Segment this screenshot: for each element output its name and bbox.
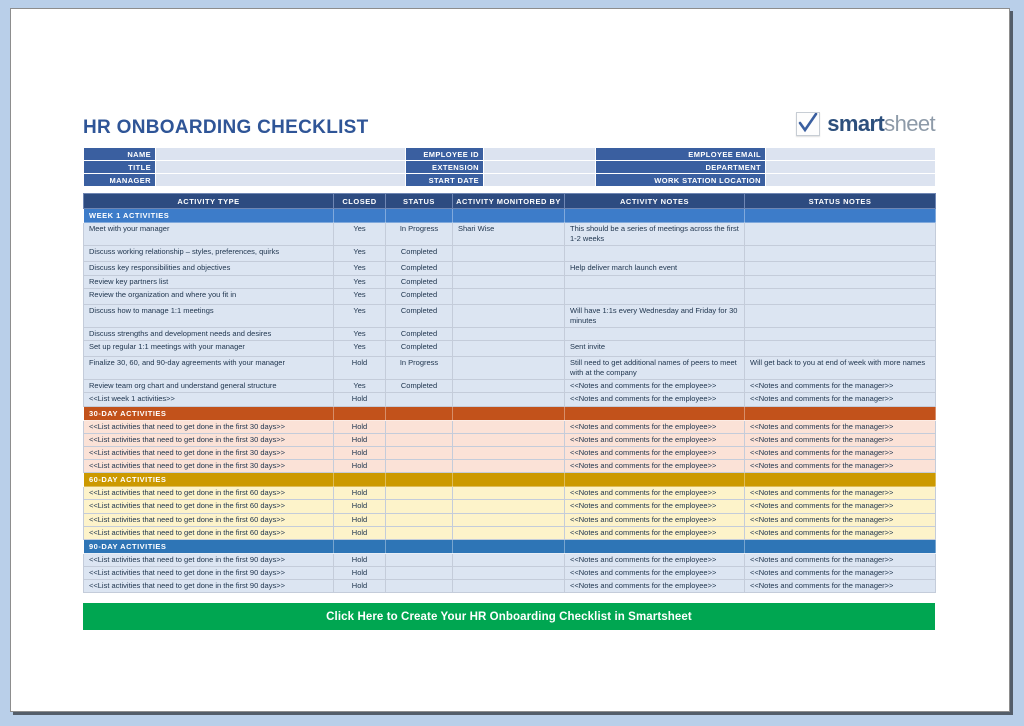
cell-activity-notes[interactable]: <<Notes and comments for the employee>>	[565, 460, 745, 473]
info-value-field[interactable]	[766, 174, 936, 187]
info-row	[84, 174, 936, 187]
table-row[interactable]	[84, 567, 936, 580]
section-header-row	[84, 473, 936, 487]
cell-monitored-by[interactable]	[453, 487, 565, 500]
section-title: 60-DAY ACTIVITIES	[84, 473, 334, 487]
cell-monitored-by[interactable]	[453, 460, 565, 473]
cell-activity-notes[interactable]: Sent invite	[565, 341, 745, 357]
column-header-monitored-by: ACTIVITY MONITORED BY	[453, 194, 565, 209]
info-value-field[interactable]	[156, 148, 406, 161]
section-header-spacer	[453, 406, 565, 420]
cell-activity-notes[interactable]: <<Notes and comments for the employee>>	[565, 500, 745, 513]
cell-status-notes[interactable]: <<Notes and comments for the manager>>	[745, 513, 936, 526]
cell-closed[interactable]: Hold	[334, 357, 386, 380]
cell-activity-notes[interactable]: <<Notes and comments for the employee>>	[565, 420, 745, 433]
cell-closed[interactable]: Hold	[334, 487, 386, 500]
cell-activity-notes[interactable]: <<Notes and comments for the employee>>	[565, 487, 745, 500]
cell-status[interactable]	[386, 580, 453, 593]
cell-activity-type[interactable]: <<List activities that need to get done in the first 60 days>>	[84, 500, 334, 513]
section-header-spacer	[745, 473, 936, 487]
cell-status[interactable]	[386, 553, 453, 566]
cell-status[interactable]	[386, 513, 453, 526]
table-row[interactable]	[84, 288, 936, 304]
cell-monitored-by[interactable]: Shari Wise	[453, 223, 565, 246]
section-title: 30-DAY ACTIVITIES	[84, 406, 334, 420]
cell-activity-type[interactable]: <<List activities that need to get done in the first 30 days>>	[84, 460, 334, 473]
section-header-spacer	[334, 209, 386, 223]
cell-status-notes[interactable]: <<Notes and comments for the manager>>	[745, 460, 936, 473]
title-bar	[83, 93, 935, 141]
cell-closed[interactable]: Yes	[334, 288, 386, 304]
cell-closed[interactable]: Yes	[334, 275, 386, 288]
cell-monitored-by[interactable]	[453, 420, 565, 433]
column-header-activity-notes: ACTIVITY NOTES	[565, 194, 745, 209]
cell-status[interactable]: Completed	[386, 275, 453, 288]
table-row[interactable]	[84, 304, 936, 327]
cell-activity-notes[interactable]: <<Notes and comments for the employee>>	[565, 513, 745, 526]
cell-status-notes[interactable]: <<Notes and comments for the manager>>	[745, 446, 936, 459]
cell-closed[interactable]: Yes	[334, 223, 386, 246]
cell-monitored-by[interactable]	[453, 357, 565, 380]
table-row[interactable]	[84, 580, 936, 593]
cell-monitored-by[interactable]	[453, 446, 565, 459]
checkmark-icon	[796, 112, 820, 136]
cell-status-notes[interactable]	[745, 275, 936, 288]
cell-activity-notes[interactable]	[565, 288, 745, 304]
cell-activity-type[interactable]: <<List activities that need to get done in the first 60 days>>	[84, 526, 334, 539]
cell-monitored-by[interactable]	[453, 246, 565, 262]
cell-status-notes[interactable]	[745, 327, 936, 340]
cell-closed[interactable]: Yes	[334, 246, 386, 262]
cell-closed[interactable]: Hold	[334, 460, 386, 473]
cell-status[interactable]	[386, 500, 453, 513]
section-header-spacer	[334, 473, 386, 487]
cell-status[interactable]	[386, 526, 453, 539]
cell-monitored-by[interactable]	[453, 262, 565, 275]
cell-monitored-by[interactable]	[453, 327, 565, 340]
cell-monitored-by[interactable]	[453, 275, 565, 288]
info-label: EMPLOYEE ID	[406, 148, 484, 161]
table-row[interactable]	[84, 357, 936, 380]
cell-activity-type[interactable]: <<List activities that need to get done in the first 90 days>>	[84, 553, 334, 566]
info-value-field[interactable]	[156, 161, 406, 174]
cell-activity-type[interactable]: Review key partners list	[84, 275, 334, 288]
info-label: WORK STATION LOCATION	[596, 174, 766, 187]
cell-status[interactable]: In Progress	[386, 357, 453, 380]
table-row[interactable]	[84, 553, 936, 566]
cell-monitored-by[interactable]	[453, 526, 565, 539]
employee-info-body	[84, 148, 936, 187]
cell-monitored-by[interactable]	[453, 553, 565, 566]
logo-word-sheet: sheet	[884, 111, 935, 136]
table-row[interactable]	[84, 275, 936, 288]
info-value-field[interactable]	[484, 174, 596, 187]
cell-status[interactable]: In Progress	[386, 223, 453, 246]
cell-closed[interactable]: Hold	[334, 446, 386, 459]
section-header-spacer	[565, 406, 745, 420]
info-label: MANAGER	[84, 174, 156, 187]
info-value-field[interactable]	[484, 161, 596, 174]
onboarding-checklist-table	[83, 193, 936, 593]
table-row[interactable]	[84, 341, 936, 357]
cell-activity-type[interactable]: Discuss strengths and development needs and desires	[84, 327, 334, 340]
table-row[interactable]	[84, 433, 936, 446]
cell-status-notes[interactable]	[745, 262, 936, 275]
cell-closed[interactable]: Hold	[334, 567, 386, 580]
cell-status[interactable]	[386, 420, 453, 433]
table-row[interactable]	[84, 513, 936, 526]
cell-status[interactable]: Completed	[386, 327, 453, 340]
cell-closed[interactable]: Yes	[334, 304, 386, 327]
cell-closed[interactable]: Yes	[334, 262, 386, 275]
cell-status[interactable]: Completed	[386, 288, 453, 304]
cell-monitored-by[interactable]	[453, 304, 565, 327]
section-title: 90-DAY ACTIVITIES	[84, 539, 334, 553]
column-header-closed: CLOSED	[334, 194, 386, 209]
table-header-row	[84, 194, 936, 209]
section-header-spacer	[334, 406, 386, 420]
table-row[interactable]	[84, 500, 936, 513]
info-label: DEPARTMENT	[596, 161, 766, 174]
column-header-status: STATUS	[386, 194, 453, 209]
smartsheet-logo	[796, 112, 935, 136]
section-header-spacer	[453, 539, 565, 553]
cell-status-notes[interactable]	[745, 341, 936, 357]
table-row[interactable]	[84, 262, 936, 275]
info-value-field[interactable]	[766, 148, 936, 161]
column-header-status-notes: STATUS NOTES	[745, 194, 936, 209]
cell-activity-type[interactable]: <<List week 1 activities>>	[84, 393, 334, 406]
cell-closed[interactable]: Hold	[334, 526, 386, 539]
cell-monitored-by[interactable]	[453, 513, 565, 526]
cell-status-notes[interactable]	[745, 304, 936, 327]
cell-monitored-by[interactable]	[453, 580, 565, 593]
cell-status-notes[interactable]: <<Notes and comments for the manager>>	[745, 526, 936, 539]
cell-activity-notes[interactable]: Still need to get additional names of peers to meet with at the company	[565, 357, 745, 380]
cell-status[interactable]	[386, 460, 453, 473]
cell-activity-notes[interactable]: <<Notes and comments for the employee>>	[565, 446, 745, 459]
section-header-spacer	[334, 539, 386, 553]
cell-monitored-by[interactable]	[453, 341, 565, 357]
cell-activity-notes[interactable]	[565, 275, 745, 288]
sheet-content	[83, 93, 935, 630]
cell-activity-notes[interactable]	[565, 246, 745, 262]
cell-activity-type[interactable]: Discuss key responsibilities and objectives	[84, 262, 334, 275]
section-header-spacer	[565, 473, 745, 487]
column-header-activity-type: ACTIVITY TYPE	[84, 194, 334, 209]
cell-activity-notes[interactable]: <<Notes and comments for the employee>>	[565, 580, 745, 593]
section-header-spacer	[745, 406, 936, 420]
cell-status[interactable]: Completed	[386, 262, 453, 275]
cell-closed[interactable]: Hold	[334, 513, 386, 526]
section-header-spacer	[745, 539, 936, 553]
info-label: TITLE	[84, 161, 156, 174]
cell-status-notes[interactable]	[745, 223, 936, 246]
cell-status[interactable]	[386, 446, 453, 459]
cell-monitored-by[interactable]	[453, 500, 565, 513]
section-title: WEEK 1 ACTIVITIES	[84, 209, 334, 223]
section-header-spacer	[745, 209, 936, 223]
cell-status[interactable]: Completed	[386, 341, 453, 357]
cell-activity-type[interactable]: Review the organization and where you fit in	[84, 288, 334, 304]
cell-status-notes[interactable]: Will get back to you at end of week with more names	[745, 357, 936, 380]
cell-activity-notes[interactable]: <<Notes and comments for the employee>>	[565, 380, 745, 393]
info-value-field[interactable]	[484, 148, 596, 161]
cell-activity-type[interactable]: <<List activities that need to get done in the first 60 days>>	[84, 487, 334, 500]
section-header-spacer	[453, 209, 565, 223]
section-header-row	[84, 209, 936, 223]
table-row[interactable]	[84, 420, 936, 433]
cell-activity-type[interactable]: Finalize 30, 60, and 90-day agreements with your manager	[84, 357, 334, 380]
table-row[interactable]	[84, 380, 936, 393]
section-header-spacer	[565, 209, 745, 223]
table-row[interactable]	[84, 460, 936, 473]
cell-status-notes[interactable]: <<Notes and comments for the manager>>	[745, 567, 936, 580]
cell-activity-type[interactable]: <<List activities that need to get done in the first 90 days>>	[84, 567, 334, 580]
cell-activity-notes[interactable]: Will have 1:1s every Wednesday and Friday for 30 minutes	[565, 304, 745, 327]
cell-activity-notes[interactable]: <<Notes and comments for the employee>>	[565, 526, 745, 539]
cell-status[interactable]	[386, 433, 453, 446]
section-header-spacer	[386, 209, 453, 223]
cell-status[interactable]	[386, 393, 453, 406]
cell-closed[interactable]: Hold	[334, 553, 386, 566]
table-row[interactable]	[84, 327, 936, 340]
section-header-spacer	[386, 473, 453, 487]
cell-activity-notes[interactable]: <<Notes and comments for the employee>>	[565, 553, 745, 566]
section-header-spacer	[565, 539, 745, 553]
cell-status-notes[interactable]: <<Notes and comments for the manager>>	[745, 580, 936, 593]
cell-monitored-by[interactable]	[453, 380, 565, 393]
cell-activity-type[interactable]: Review team org chart and understand general structure	[84, 380, 334, 393]
info-label: EMPLOYEE EMAIL	[596, 148, 766, 161]
cell-closed[interactable]: Yes	[334, 380, 386, 393]
cell-status[interactable]: Completed	[386, 304, 453, 327]
create-in-smartsheet-button[interactable]: Click Here to Create Your HR Onboarding Checklist in Smartsheet	[83, 603, 935, 630]
table-row[interactable]	[84, 526, 936, 539]
cell-activity-type[interactable]: <<List activities that need to get done in the first 60 days>>	[84, 513, 334, 526]
cell-activity-type[interactable]: <<List activities that need to get done in the first 30 days>>	[84, 420, 334, 433]
table-row[interactable]	[84, 246, 936, 262]
cell-activity-notes[interactable]: <<Notes and comments for the employee>>	[565, 567, 745, 580]
table-row[interactable]	[84, 446, 936, 459]
cell-status[interactable]	[386, 487, 453, 500]
cell-activity-type[interactable]: Set up regular 1:1 meetings with your manager	[84, 341, 334, 357]
cell-activity-type[interactable]: Meet with your manager	[84, 223, 334, 246]
cell-status-notes[interactable]: <<Notes and comments for the manager>>	[745, 393, 936, 406]
logo-wordmark	[827, 113, 935, 135]
section-header-spacer	[386, 406, 453, 420]
cell-status-notes[interactable]	[745, 246, 936, 262]
cell-status-notes[interactable]: <<Notes and comments for the manager>>	[745, 500, 936, 513]
cell-activity-type[interactable]: Discuss how to manage 1:1 meetings	[84, 304, 334, 327]
cell-status-notes[interactable]	[745, 288, 936, 304]
cell-closed[interactable]: Yes	[334, 341, 386, 357]
cell-activity-notes[interactable]: This should be a series of meetings across the first 1-2 weeks	[565, 223, 745, 246]
info-value-field[interactable]	[766, 161, 936, 174]
cell-monitored-by[interactable]	[453, 433, 565, 446]
section-header-row	[84, 406, 936, 420]
info-label: NAME	[84, 148, 156, 161]
cell-activity-notes[interactable]: Help deliver march launch event	[565, 262, 745, 275]
info-row	[84, 148, 936, 161]
info-label: START DATE	[406, 174, 484, 187]
logo-word-smart: smart	[827, 111, 885, 136]
cell-monitored-by[interactable]	[453, 567, 565, 580]
cell-status-notes[interactable]: <<Notes and comments for the manager>>	[745, 380, 936, 393]
cell-status[interactable]: Completed	[386, 246, 453, 262]
cell-activity-type[interactable]: <<List activities that need to get done in the first 30 days>>	[84, 433, 334, 446]
cell-status-notes[interactable]: <<Notes and comments for the manager>>	[745, 487, 936, 500]
cell-activity-type[interactable]: <<List activities that need to get done in the first 90 days>>	[84, 580, 334, 593]
info-value-field[interactable]	[156, 174, 406, 187]
cell-closed[interactable]: Yes	[334, 327, 386, 340]
cell-activity-notes[interactable]: <<Notes and comments for the employee>>	[565, 393, 745, 406]
cell-status-notes[interactable]: <<Notes and comments for the manager>>	[745, 420, 936, 433]
cell-status-notes[interactable]: <<Notes and comments for the manager>>	[745, 433, 936, 446]
cell-status[interactable]	[386, 567, 453, 580]
document-page	[10, 8, 1010, 712]
cell-activity-notes[interactable]	[565, 327, 745, 340]
cell-closed[interactable]: Hold	[334, 580, 386, 593]
cell-status-notes[interactable]: <<Notes and comments for the manager>>	[745, 553, 936, 566]
cell-monitored-by[interactable]	[453, 288, 565, 304]
cell-activity-type[interactable]: <<List activities that need to get done in the first 30 days>>	[84, 446, 334, 459]
table-row[interactable]	[84, 223, 936, 246]
cell-closed[interactable]: Hold	[334, 393, 386, 406]
table-row[interactable]	[84, 393, 936, 406]
cell-monitored-by[interactable]	[453, 393, 565, 406]
checklist-body	[84, 209, 936, 593]
section-header-spacer	[453, 473, 565, 487]
info-row	[84, 161, 936, 174]
section-header-spacer	[386, 539, 453, 553]
info-label: EXTENSION	[406, 161, 484, 174]
section-header-row	[84, 539, 936, 553]
page-title: HR ONBOARDING CHECKLIST	[83, 117, 369, 138]
cell-closed[interactable]: Hold	[334, 420, 386, 433]
cell-status[interactable]: Completed	[386, 380, 453, 393]
table-row[interactable]	[84, 487, 936, 500]
cell-activity-type[interactable]: Discuss working relationship – styles, preferences, quirks	[84, 246, 334, 262]
cell-activity-notes[interactable]: <<Notes and comments for the employee>>	[565, 433, 745, 446]
cell-closed[interactable]: Hold	[334, 433, 386, 446]
cell-closed[interactable]: Hold	[334, 500, 386, 513]
employee-info-table	[83, 147, 936, 187]
